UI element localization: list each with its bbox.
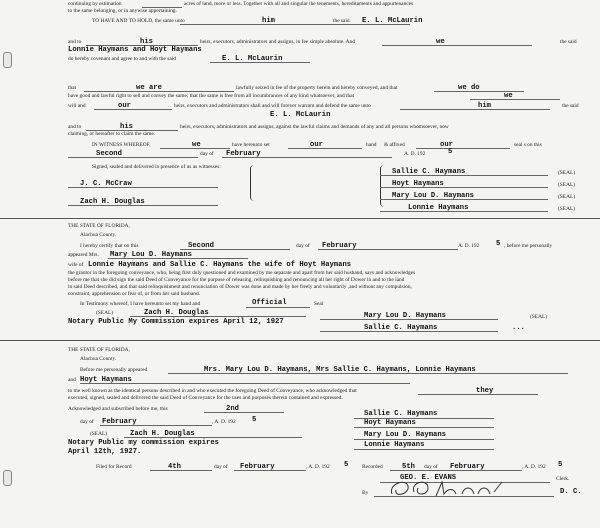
grantors-names: Lonnie Haymans and Hoyt Haymans <box>68 46 202 54</box>
ack2-executed-line: executed, signed, sealed and delivered the said Deed of Conveyance for the uses and purposes therein contained and expressed. <box>68 395 343 401</box>
ack1-dots: ... <box>512 324 525 332</box>
we-3: we <box>192 141 201 149</box>
ack1-state: THE STATE OF FLORIDA, <box>68 223 130 229</box>
have-set: have hereunto set <box>232 142 270 148</box>
ack1-day-of: day of <box>296 243 310 249</box>
binder-hole-bottom <box>3 470 12 486</box>
grantee-name-2: E. L. McLaurin <box>222 55 283 63</box>
seal-s-on-this: seal s on this <box>514 142 542 148</box>
ack2-they: they <box>476 387 494 395</box>
have-hold-prefix: TO HAVE AND TO HOLD, the same unto <box>92 18 185 24</box>
have-hold-him: him <box>262 17 275 25</box>
we-do: we do <box>458 84 480 92</box>
ack2-before-prefix: Before me personally appeared <box>80 367 148 373</box>
our-3: our <box>440 141 453 149</box>
filed-day-of: day of <box>214 464 228 470</box>
ack1-testimony: In Testimony whereof, I have hereunto set my hand and <box>80 301 201 307</box>
ack1-official: Official <box>252 299 287 307</box>
witness-year: 5 <box>448 148 453 156</box>
rec-year: 5 <box>558 461 563 469</box>
filed-day: 4th <box>168 463 181 471</box>
deed-signer-3: Mary Lou D. Haymans <box>392 192 474 200</box>
rec-ad: , A. D. 192 <box>522 464 546 470</box>
ack1-month: February <box>322 242 357 250</box>
deed-seal-1: (SEAL) <box>558 170 576 176</box>
filed-ad: , A. D. 192 <box>306 464 330 470</box>
ack1-certify-prefix: I hereby certify that on this <box>80 243 139 249</box>
filed-prefix: Filed for Record <box>96 464 132 470</box>
ack1-day: Second <box>188 242 214 250</box>
ack2-ack-month: February <box>102 418 137 426</box>
belonging-line: to the same belonging, or in anywise appertaining. <box>68 8 177 14</box>
ack2-day-of: day of <box>80 419 94 425</box>
ack2-county: Alachua County. <box>80 356 117 362</box>
binder-hole-top <box>3 52 12 68</box>
grantee-name: E. L. McLaurin <box>362 17 423 25</box>
deed-signer-2: Hoyt Haymans <box>392 180 444 188</box>
witness-month: February <box>226 150 261 158</box>
ack2-notary-line-1: Notary Public my commission expires <box>68 439 219 447</box>
will-and: will and <box>68 103 86 109</box>
ack1-name-mrs: Mary Lou D. Haymans <box>110 251 192 259</box>
his-1: his <box>140 38 153 46</box>
deed-seal-2: (SEAL) <box>558 182 576 188</box>
witness-ad: A. D. 192 <box>404 151 426 157</box>
and-to-2: and to <box>68 124 82 130</box>
witness-prefix: IN WITNESS WHEREOF, <box>92 142 151 148</box>
ack2-ack-year: 5 <box>252 416 257 424</box>
ack2-acknowledged-prefix: Acknowledged and subscribed before me, this <box>68 406 168 412</box>
ack1-appeared: appeared Mrs. <box>68 252 99 258</box>
ack1-ad: A. D. 192 <box>458 243 480 249</box>
ack1-year: 5 <box>496 240 501 248</box>
ack1-para-1: the grantor in the foregoing conveyance, who, being first duly questioned and examined by me separate and apart from her said husband, says and acknowledges <box>68 270 416 276</box>
acres-line: acres of land, more or less. Together with all and singular the tenements, hereditaments and appurtenances <box>184 1 414 7</box>
have-hold-said: the said <box>333 18 350 24</box>
deed-signer-1: Sallie C. Haymans <box>392 168 466 176</box>
ack2-ad: , A. D. 192 <box>212 419 236 425</box>
deed-seal-3: (SEAL) <box>558 194 576 200</box>
rec-day: 5th <box>402 463 415 471</box>
that-1: that <box>68 85 77 91</box>
covenant-line: do hereby covenant and agree to and with the said <box>68 56 176 62</box>
ack2-known-line: to me well known as the identical persons described in and who executed the foregoing Deed of Conveyance, who acknowledged that <box>68 388 357 394</box>
grantee-name-3: E. L. McLaurin <box>270 111 331 119</box>
ack1-para-4: constraint, apprehension or fear of, or from her said husband. <box>68 291 201 297</box>
ack2-state: THE STATE OF FLORIDA, <box>68 347 130 353</box>
witness-2-name: Zach H. Douglas <box>80 198 145 206</box>
and-to-1: and to <box>68 39 82 45</box>
lawfully-line: lawfully seized in fee of the property herein and hereby conveyed, and that <box>236 85 398 91</box>
ack1-signer-1: Mary Lou D. Haymans <box>364 312 446 320</box>
ack2-signer-1: Sallie C. Haymans <box>364 410 438 418</box>
ack1-county: Alachua County. <box>80 232 117 238</box>
him-2: him <box>478 102 491 110</box>
ack2-signer-4: Lonnie Haymans <box>364 441 425 449</box>
ack1-signer-seal: (SEAL) <box>530 314 548 320</box>
ack1-para-3: in said Deed described, and that said relinquishment and renunciation of Dower was done and made by her freely and voluntarily ,and without any compulsion, <box>68 284 412 290</box>
dc-label: D. C. <box>560 488 582 496</box>
ack1-wife-names: Lonnie Haymans and Sallie C. Haymans the wife of Hoyt Haymans <box>88 261 352 269</box>
warrant-line: heirs, executors and administrators shall and will forever warrant and defend the same unto <box>174 103 371 109</box>
ack2-and: and <box>68 377 76 383</box>
ack2-ack-day: 2nd <box>226 405 239 413</box>
ack1-seal-word: Seal <box>314 301 324 307</box>
signed-sealed: Signed, sealed and delivered in presence of us as witnesses: <box>92 164 221 170</box>
we-are: we are <box>136 84 162 92</box>
ack1-notary-name: Zach H. Douglas <box>144 309 209 317</box>
filed-month: February <box>240 463 275 471</box>
our-1: our <box>118 102 131 110</box>
we-2: we <box>504 92 513 100</box>
claiming-line: claiming, or hereafter to claim the same. <box>68 131 156 137</box>
ack2-names-1: Mrs. Mary Lou D. Haymans, Mrs Sallie C. Haymans, Lonnie Haymans <box>204 366 476 374</box>
deed-signer-4: Lonnie Haymans <box>408 204 469 212</box>
heirs-line: heirs, executors, administrators and assigns, in fee simple absolute. And <box>200 39 355 45</box>
ack2-signer-3: Mary Lou D. Haymans <box>364 431 446 439</box>
ack1-notary-seal: (SEAL) <box>96 310 114 316</box>
deputy-clerk-signature <box>384 474 514 504</box>
ack1-notary-line: Notary Public My Commission expires April 12, 1927 <box>68 318 284 326</box>
ack1-wife-of: wife of <box>68 262 84 268</box>
rec-month: February <box>450 463 485 471</box>
deed-seal-4: (SEAL) <box>558 206 576 212</box>
heirs-claims-line: heirs, executors, administrators and assigns, against the lawful claims and demands of any and all persons whomsoever, now <box>180 124 449 130</box>
recorded-label: Recorded <box>362 464 383 470</box>
good-right-line: have good and lawful right to sell and convey the same; that the same is free from all incumbrances of any kind whatsoever, and that <box>68 93 355 99</box>
hand-label: hand <box>366 142 377 148</box>
ack2-notary-line-2: April 12th, 1927. <box>68 448 142 456</box>
section-divider-1 <box>0 218 600 219</box>
our-2: our <box>310 141 323 149</box>
ack2-names-2: Hoyt Haymans <box>80 376 132 384</box>
ack1-before-me: , before me personally <box>504 243 553 249</box>
ack1-signer-2: Sallie C. Haymans <box>364 324 438 332</box>
section-divider-2 <box>0 340 600 341</box>
we-1: we <box>436 38 445 46</box>
rec-day-of: day of <box>424 464 438 470</box>
ack2-signer-2: Hoyt Haymans <box>364 419 416 427</box>
his-2: his <box>120 123 133 131</box>
and-affixed: & affixed <box>384 142 405 148</box>
by-label: By <box>362 490 369 496</box>
witness-day-of: day of <box>200 151 214 157</box>
filed-year: 5 <box>344 461 349 469</box>
estimation-label: continuing by estimation <box>68 1 122 7</box>
ack2-notary-name: Zach H. Douglas <box>130 430 195 438</box>
witness-day: Second <box>96 150 122 158</box>
witness-1-name: J. C. McCraw <box>80 180 132 188</box>
clerk-name: GEO. E. EVANS <box>400 474 457 482</box>
ack1-para-2: before me that she did sign the said Deed of Conveyance for the purpose of releasing, relinquishing and renouncing all her right of Dower in and to the land <box>68 277 405 283</box>
ack2-notary-seal: (SEAL) <box>90 431 108 437</box>
clerk-label: Clerk. <box>556 476 570 482</box>
the-said-1: the said <box>560 39 577 45</box>
the-said-2: the said <box>562 103 579 109</box>
